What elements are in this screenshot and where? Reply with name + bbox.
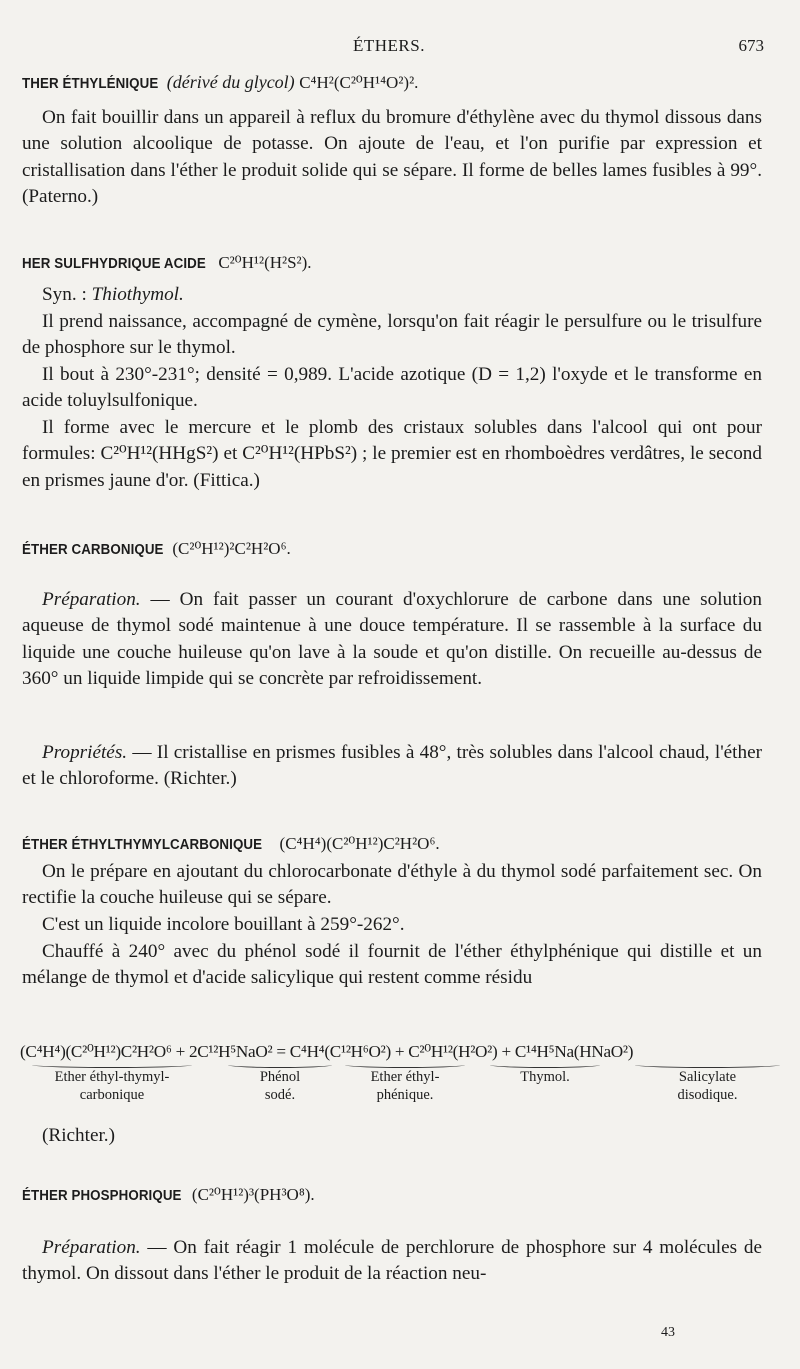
section-formula: C²⁰H¹²(H²S²). (218, 253, 312, 272)
equation-label: Phénol sodé. (220, 1068, 340, 1104)
section-title: ÉTHER ÉTHYLTHYMYLCARBONIQUE (22, 837, 263, 853)
paragraph: On fait bouillir dans un appareil à reflux du bromure d'éthylène avec du thymol dissous dans une solution alcoolique de potasse. On ajoute de l'eau, et l'on purifie par expression et cristallisation dans l'éther le produit solide qui se sépare. Il forme de belles lames fusibles à 99°. (Paterno.) (22, 107, 762, 208)
equation-labels (0, 1068, 800, 1118)
chemical-equation: (C⁴H⁴)(C²⁰H¹²)C²H²O⁶ + 2C¹²H⁵NaO² = C⁴H⁴(C¹²H⁶O²) + C²⁰H¹²(H²O²) + C¹⁴H⁵Na(HNaO²) (20, 1042, 634, 1061)
paragraph: Chauffé à 240° avec du phénol sodé il fournit de l'éther éthylphénique qui distille et un mélange de thymol et d'acide salicylique qui restent comme résidu (22, 941, 762, 989)
section-heading-sulfhydrique (22, 250, 762, 276)
section-heading-ethylenique (22, 70, 762, 96)
section-formula: (C²⁰H¹²)³(PH³O⁸). (191, 1185, 315, 1204)
section-subtitle: (dérivé du glycol) (166, 72, 295, 92)
section-heading-carbonique (22, 536, 762, 562)
running-header (0, 36, 800, 58)
page-number: 673 (738, 36, 764, 55)
section-heading-ethylthymylcarbonique (22, 831, 762, 857)
equation-label: Salicylate disodique. (625, 1068, 790, 1104)
running-title: ÉTHERS. (353, 36, 425, 55)
paragraph: Il bout à 230°-231°; densité = 0,989. L'acide azotique (D = 1,2) l'oxyde et le transforme en acide toluylsulfonique. (22, 364, 762, 412)
section-formula: (C⁴H⁴)(C²⁰H¹²)C²H²O⁶. (279, 834, 440, 853)
section-title: ÉTHER PHOSPHORIQUE (22, 1188, 182, 1204)
paragraph: C'est un liquide incolore bouillant à 259°-262°. (42, 914, 405, 935)
section-title: ÉTHER CARBONIQUE (22, 542, 164, 558)
section-title: HER SULFHYDRIQUE ACIDE (22, 256, 206, 272)
synonym-line: Syn. : Thiothymol. (42, 284, 184, 305)
reference: (Richter.) (42, 1125, 115, 1146)
paragraph-preparation: Préparation. — On fait réagir 1 molécule de perchlorure de phosphore sur 4 molécules de thymol. On dissout dans l'éther le produit de la réaction neu- (22, 1237, 762, 1285)
paragraph-proprietes: Propriétés. — Il cristallise en prismes fusibles à 48°, très solubles dans l'alcool chaud, l'éther et le chloroforme. (Richter.) (22, 742, 762, 790)
section-formula: C⁴H²(C²⁰H¹⁴O²)². (299, 73, 419, 92)
equation-label: Ether éthyl-thymyl- carbonique (22, 1068, 202, 1104)
paragraph: Il forme avec le mercure et le plomb des cristaux solubles dans l'alcool qui ont pour formules: C²⁰H¹²(HHgS²) et C²⁰H¹²(HPbS²) ; le premier est en rhomboèdres verdâtres, le second en prismes jaune d'or. (Fittica.) (22, 417, 762, 491)
paragraph: On le prépare en ajoutant du chlorocarbonate d'éthyle à du thymol sodé parfaitement sec. On rectifie la couche huileuse qui se sépare. (22, 861, 762, 909)
section-title: THER ÉTHYLÉNIQUE (22, 76, 159, 92)
paragraph-preparation: Préparation. — On fait passer un courant d'oxychlorure de carbone dans une solution aqueuse de thymol sodé maintenue à une douce température. Il se rassemble à la surface du liquide une couche huileuse qu'on lave à la soude et qu'on distille. On recueille au-dessus de 360° un liquide limpide qui se concrète par refroidissement. (22, 589, 762, 690)
section-formula: (C²⁰H¹²)²C²H²O⁶. (172, 539, 291, 558)
signature-mark: 43 (661, 1325, 675, 1340)
section-heading-phosphorique (22, 1182, 762, 1208)
equation-label: Ether éthyl- phénique. (335, 1068, 475, 1104)
paragraph: Il prend naissance, accompagné de cymène, lorsqu'on fait réagir le persulfure ou le trisulfure de phosphore sur le thymol. (22, 311, 762, 359)
equation-label: Thymol. (480, 1068, 610, 1086)
